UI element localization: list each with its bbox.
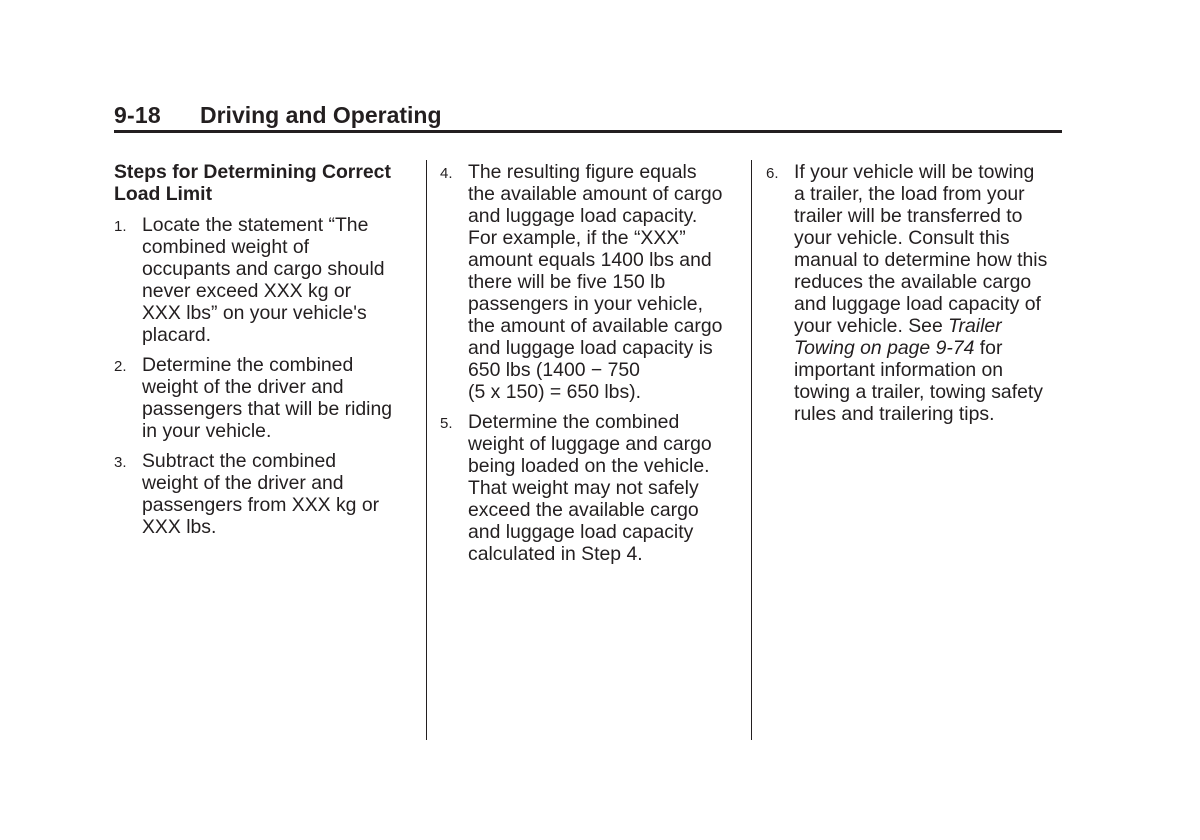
list-item	[766, 161, 1066, 425]
step-number: 5.	[440, 415, 453, 432]
section-title: Driving and Operating	[200, 102, 442, 128]
column-middle	[440, 161, 740, 573]
cross-reference-link[interactable]: Trailer Towing on page 9-74	[794, 315, 1002, 359]
list-item	[114, 214, 414, 346]
step-text: Subtract the combined weight of the driver and passengers from XXX kg or XXX lbs.	[142, 450, 380, 538]
step-text-before: If your vehicle will be towing a trailer, the load from your trailer will be transferred to your vehicle. Consult this manual to determine how this reduces the available cargo and luggage load capacity of your vehicle. See	[794, 161, 1048, 337]
list-item	[114, 450, 414, 538]
column-divider	[751, 160, 752, 740]
list-item	[440, 411, 740, 565]
column-divider	[426, 160, 427, 740]
column-right	[766, 161, 1066, 433]
step-text: Locate the statement “The combined weight of occupants and cargo should never exceed XXX kg or XXX lbs” on your vehicle's placard.	[142, 214, 385, 346]
step-text: Determine the combined weight of the driver and passengers that will be riding in your vehicle.	[142, 354, 393, 442]
step-number: 6.	[766, 165, 779, 182]
step-text	[794, 161, 1066, 425]
step-text-after: for important information on towing a trailer, towing safety rules and trailering tips.	[794, 337, 1043, 425]
step-number: 4.	[440, 165, 453, 182]
column-left	[114, 161, 414, 546]
subheading: Steps for Determining Correct Load Limit	[114, 161, 391, 205]
page-number: 9-18	[114, 102, 161, 128]
page-header	[114, 100, 1062, 133]
step-number: 2.	[114, 358, 127, 375]
step-text: The resulting figure equals the available amount of cargo and luggage load capacity. For example, if the “XXX” amount equals 1400 lbs and there will be five 150 lb passengers in your vehicle, the amount of available cargo and luggage load capacity is 650 lbs (1400 − 750 (5 x 150) = 650 lbs).	[468, 161, 723, 403]
list-item	[440, 161, 740, 403]
step-text: Determine the combined weight of luggage and cargo being loaded on the vehicle. That weight may not safely exceed the available cargo and luggage load capacity calculated in Step 4.	[468, 411, 712, 565]
step-number: 1.	[114, 218, 127, 235]
list-item	[114, 354, 414, 442]
step-number: 3.	[114, 454, 127, 471]
